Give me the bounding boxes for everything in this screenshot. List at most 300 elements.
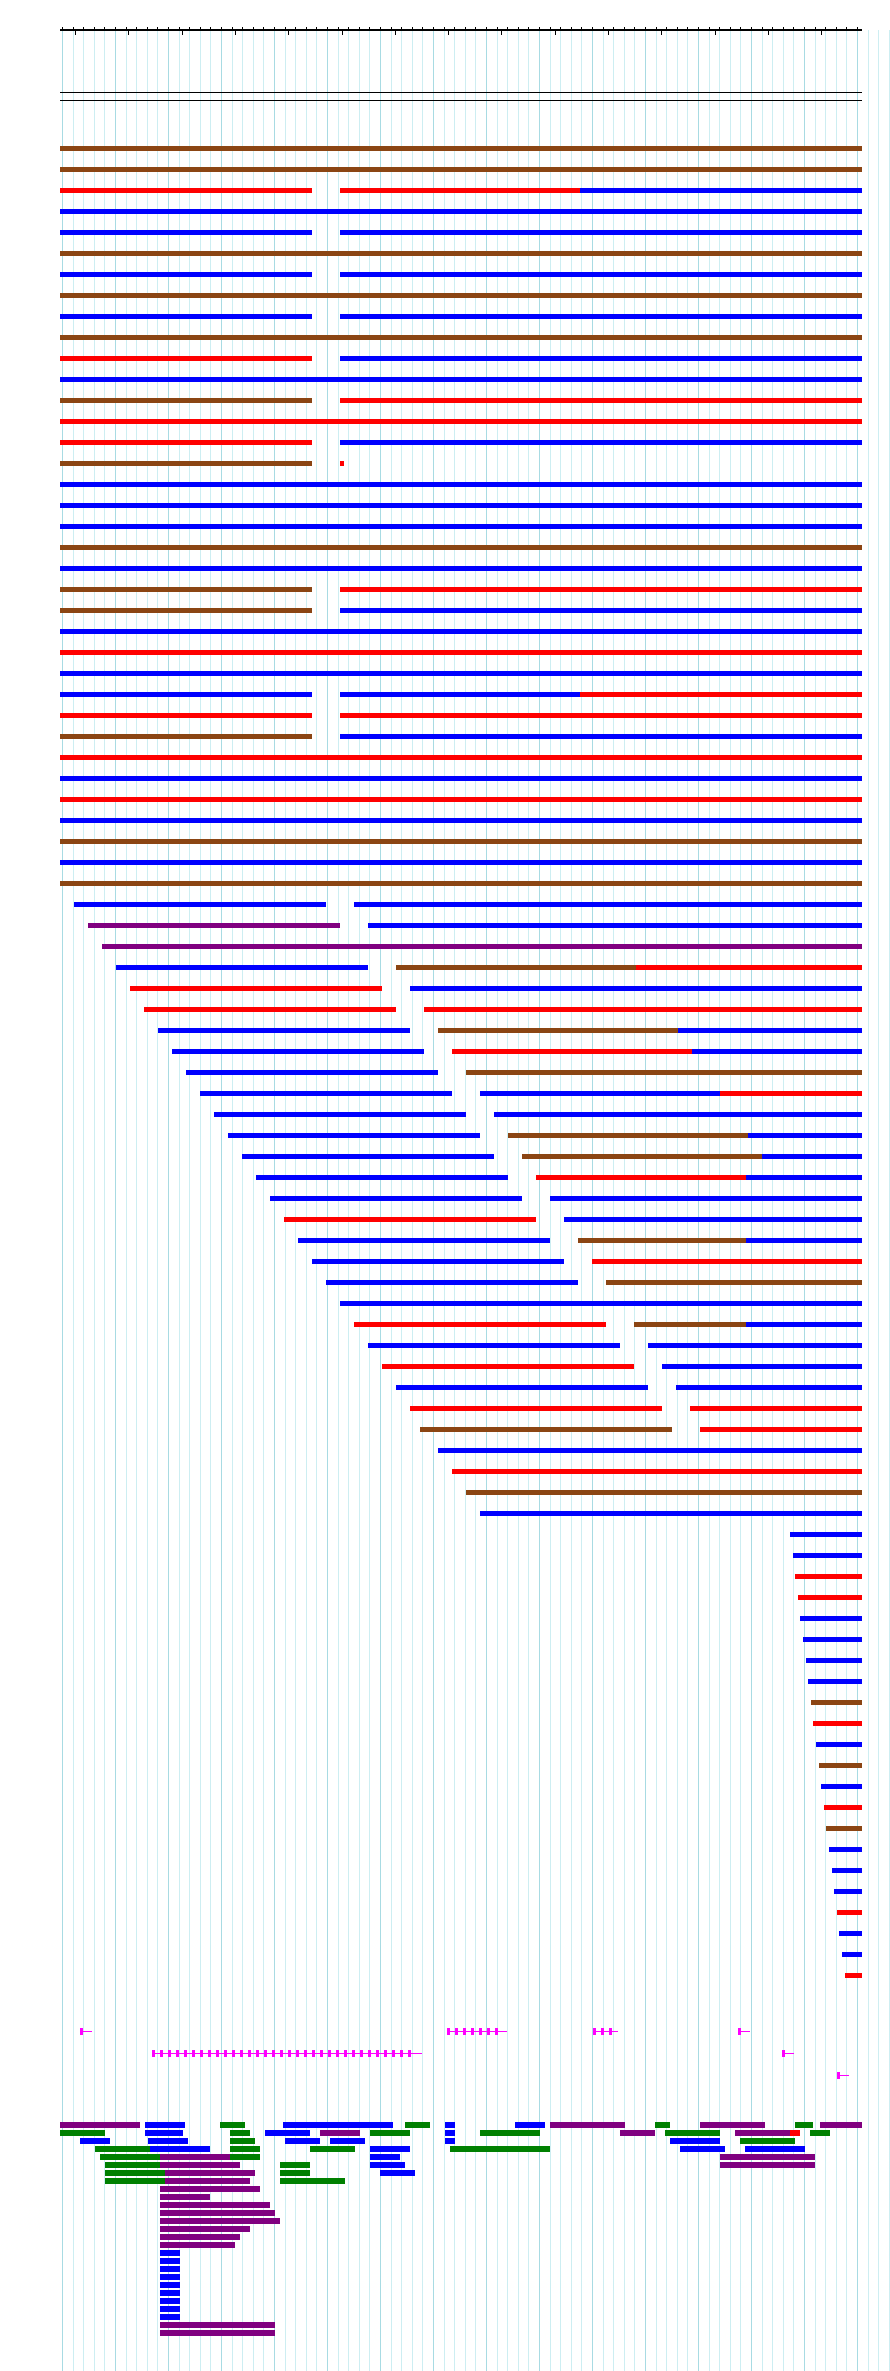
gene-exon: [248, 2050, 251, 2057]
ruler-minor-tick: [677, 27, 678, 30]
sv-bar-gain: [116, 965, 368, 970]
segdup-bar: [820, 2122, 862, 2128]
ruler-tick: [768, 30, 769, 35]
ruler-minor-tick: [465, 27, 466, 30]
segdup-bar: [160, 2314, 180, 2320]
sv-bar-complex: [60, 398, 312, 403]
gene-exon: [593, 2028, 596, 2035]
sv-bar-gain: [821, 1784, 862, 1789]
segdup-bar: [230, 2154, 260, 2160]
ruler-minor-tick: [815, 27, 816, 30]
ruler-minor-tick: [475, 27, 476, 30]
ruler-minor-tick: [348, 27, 349, 30]
segdup-bar: [160, 2194, 210, 2200]
ruler-minor-tick: [645, 27, 646, 30]
gene-exon: [272, 2050, 275, 2057]
sv-bar-loss: [284, 1217, 536, 1222]
ruler-minor-tick: [613, 27, 614, 30]
gene-exon: [376, 2050, 379, 2057]
sv-bar-gain: [340, 230, 862, 235]
sv-bar-gain: [312, 1259, 564, 1264]
ruler-minor-tick: [168, 27, 169, 30]
sv-bar-gain: [340, 440, 862, 445]
sv-bar-gain: [60, 314, 312, 319]
segdup-bar: [450, 2146, 550, 2152]
sv-bar-loss: [144, 1007, 396, 1012]
ruler-minor-tick: [539, 27, 540, 30]
ruler-minor-tick: [200, 27, 201, 30]
segdup-bar: [160, 2154, 240, 2160]
sv-bar-gain: [172, 1049, 424, 1054]
sv-bar-inversion: [102, 944, 862, 949]
ruler-minor-tick: [804, 27, 805, 30]
sv-bar-gain: [816, 1742, 862, 1747]
segdup-bar: [810, 2130, 830, 2136]
gene-exon: [609, 2028, 612, 2035]
ruler-minor-tick: [730, 27, 731, 30]
segdup-bar: [160, 2298, 180, 2304]
gene-exon: [837, 2072, 840, 2079]
segdup-bar: [655, 2122, 670, 2128]
ruler-tick: [608, 30, 609, 35]
sv-bar-gain: [842, 1952, 862, 1957]
ruler-minor-tick: [104, 27, 105, 30]
sv-bar-gain: [340, 1301, 862, 1306]
gene-exon: [208, 2050, 211, 2057]
segdup-bar: [148, 2138, 188, 2144]
sv-bar-gain: [60, 272, 312, 277]
sv-bar-gain: [340, 734, 862, 739]
gene-exon: [240, 2050, 243, 2057]
sv-bar-loss: [720, 1091, 862, 1096]
segdup-bar: [165, 2170, 255, 2176]
gene-exon: [232, 2050, 235, 2057]
ruler-minor-tick: [444, 27, 445, 30]
sv-bar-gain: [186, 1070, 438, 1075]
sv-bar-loss: [636, 965, 862, 970]
gene-exon: [216, 2050, 219, 2057]
sv-bar-gain: [340, 608, 862, 613]
sv-bar-loss: [424, 1007, 862, 1012]
sv-bar-gain: [340, 356, 862, 361]
segdup-bar: [160, 2306, 180, 2312]
gene-exon: [495, 2028, 498, 2035]
segdup-bar: [160, 2234, 240, 2240]
segdup-bar: [160, 2186, 260, 2192]
gene-exon: [392, 2050, 395, 2057]
sv-bar-loss: [354, 1322, 606, 1327]
ruler-tick: [715, 30, 716, 35]
gene-exon: [487, 2028, 490, 2035]
sv-bar-gain: [808, 1679, 862, 1684]
sv-bar-gain: [74, 902, 326, 907]
sv-bar-loss: [845, 1973, 862, 1978]
ruler-tick: [448, 30, 449, 35]
gene-exon: [152, 2050, 155, 2057]
ruler-minor-tick: [306, 27, 307, 30]
segdup-bar: [680, 2146, 725, 2152]
sv-bar-gain: [60, 230, 312, 235]
sv-bar-gain: [676, 1385, 862, 1390]
gene-exon: [344, 2050, 347, 2057]
sv-bar-gain: [60, 377, 862, 382]
sv-bar-complex: [60, 587, 312, 592]
sv-bar-gain: [746, 1196, 862, 1201]
gene-exon: [463, 2028, 466, 2035]
segdup-bar: [515, 2122, 545, 2128]
ruler-minor-tick: [179, 27, 180, 30]
segdup-bar: [740, 2138, 795, 2144]
segdup-bar: [283, 2122, 393, 2128]
sv-bar-loss: [60, 755, 862, 760]
ruler-minor-tick: [401, 27, 402, 30]
ruler-minor-tick: [136, 27, 137, 30]
sv-bar-loss: [60, 713, 312, 718]
sv-bar-gain: [60, 671, 862, 676]
sv-bar-complex: [60, 335, 862, 340]
sv-bar-gain: [839, 1931, 862, 1936]
sv-bar-complex: [60, 734, 312, 739]
sv-bar-gain: [60, 776, 862, 781]
sv-bar-loss: [452, 1469, 862, 1474]
sv-bar-complex: [60, 545, 862, 550]
sv-bar-complex: [60, 881, 862, 886]
ruler-minor-tick: [263, 27, 264, 30]
ruler-minor-tick: [221, 27, 222, 30]
ruler-minor-tick: [189, 27, 190, 30]
ruler-tick: [661, 30, 662, 35]
ruler-minor-tick: [592, 27, 593, 30]
sv-bar-loss: [130, 986, 382, 991]
sv-bar-gain: [580, 188, 862, 193]
ruler-minor-tick: [73, 27, 74, 30]
gene-exon: [280, 2050, 283, 2057]
sv-bar-complex: [826, 1826, 862, 1831]
gene-exon: [288, 2050, 291, 2057]
sv-bar-complex: [819, 1763, 862, 1768]
ruler-minor-tick: [825, 27, 826, 30]
sv-bar-gain: [60, 860, 862, 865]
sv-bar-complex: [60, 293, 862, 298]
ruler-tick: [821, 30, 822, 35]
sv-bar-gain: [806, 1658, 862, 1663]
gene-exon: [184, 2050, 187, 2057]
ruler-minor-tick: [666, 27, 667, 30]
ruler-minor-tick: [719, 27, 720, 30]
sv-bar-loss: [340, 461, 344, 466]
gene-exon: [200, 2050, 203, 2057]
gene-exon: [304, 2050, 307, 2057]
segdup-bar: [160, 2290, 180, 2296]
sv-bar-gain: [746, 1175, 862, 1180]
gene-exon: [256, 2050, 259, 2057]
sv-bar-gain: [480, 1511, 862, 1516]
ruler-minor-tick: [518, 27, 519, 30]
segdup-bar: [370, 2154, 400, 2160]
ruler-minor-tick: [327, 27, 328, 30]
ruler-minor-tick: [359, 27, 360, 30]
ruler-minor-tick: [232, 27, 233, 30]
ruler-minor-tick: [486, 27, 487, 30]
sv-bar-gain: [762, 1154, 862, 1159]
ruler-line: [60, 29, 862, 31]
sv-bar-gain: [494, 1112, 862, 1117]
sv-bar-complex: [606, 1280, 862, 1285]
sv-bar-loss: [795, 1574, 862, 1579]
gene-exon: [384, 2050, 387, 2057]
ruler-minor-tick: [157, 27, 158, 30]
gene-exon: [320, 2050, 323, 2057]
sv-bar-loss: [837, 1910, 862, 1915]
segdup-bar: [160, 2210, 275, 2216]
segdup-bar: [720, 2154, 815, 2160]
segdup-bar: [160, 2250, 180, 2256]
gene-exon: [296, 2050, 299, 2057]
gene-exon: [455, 2028, 458, 2035]
sv-bar-gain: [60, 524, 862, 529]
sv-bar-gain: [746, 1322, 862, 1327]
gene-exon: [192, 2050, 195, 2057]
sv-bar-loss: [690, 1406, 862, 1411]
ruler-minor-tick: [422, 27, 423, 30]
ruler-minor-tick: [836, 27, 837, 30]
gene-exon: [408, 2050, 411, 2057]
sv-bar-gain: [648, 1343, 862, 1348]
segdup-bar: [160, 2242, 235, 2248]
sv-bar-gain: [834, 1889, 862, 1894]
gene-exon: [328, 2050, 331, 2057]
sv-bar-complex: [60, 251, 862, 256]
segdup-bar: [280, 2162, 310, 2168]
segdup-bar: [160, 2202, 270, 2208]
ruler-tick: [288, 30, 289, 35]
sv-bar-gain: [438, 1448, 862, 1453]
segdup-bar: [445, 2130, 455, 2136]
segdup-bar: [160, 2226, 250, 2232]
ruler-minor-tick: [285, 27, 286, 30]
sv-bar-loss: [798, 1595, 862, 1600]
segdup-bar: [370, 2146, 410, 2152]
sv-bar-loss: [340, 398, 862, 403]
ruler-minor-tick: [751, 27, 752, 30]
ruler-tick: [235, 30, 236, 35]
segdup-bar: [60, 2130, 105, 2136]
segdup-bar: [160, 2330, 275, 2336]
sv-bar-gain: [354, 902, 862, 907]
sv-bar-gain: [692, 1049, 862, 1054]
ruler-tick: [128, 30, 129, 35]
sv-bar-loss: [60, 356, 312, 361]
sv-bar-complex: [466, 1070, 862, 1075]
ruler-minor-tick: [274, 27, 275, 30]
segdup-bar: [280, 2178, 345, 2184]
sv-bar-loss: [340, 587, 862, 592]
sv-bar-gain: [396, 1385, 648, 1390]
ruler-minor-tick: [571, 27, 572, 30]
sv-bar-gain: [200, 1091, 452, 1096]
sv-bar-inversion: [88, 923, 340, 928]
segdup-bar: [550, 2122, 625, 2128]
ruler-minor-tick: [857, 27, 858, 30]
ruler-minor-tick: [210, 27, 211, 30]
gene-exon: [360, 2050, 363, 2057]
segdup-bar: [745, 2146, 805, 2152]
segdup-bar: [445, 2138, 455, 2144]
sv-bar-gain: [60, 818, 862, 823]
ruler-minor-tick: [253, 27, 254, 30]
segdup-bar: [380, 2170, 415, 2176]
sv-bar-loss: [382, 1364, 634, 1369]
sv-bar-loss: [789, 1259, 862, 1264]
segdup-bar: [670, 2138, 720, 2144]
sv-bar-gain: [242, 1154, 494, 1159]
segdup-bar: [145, 2130, 183, 2136]
segdup-bar: [280, 2170, 310, 2176]
sv-bar-loss: [410, 1406, 662, 1411]
sv-bar-gain: [60, 566, 862, 571]
sv-bar-gain: [746, 1238, 862, 1243]
ruler-minor-tick: [369, 27, 370, 30]
segdup-bar: [165, 2178, 250, 2184]
gene-exon: [352, 2050, 355, 2057]
ruler-minor-tick: [316, 27, 317, 30]
segdup-bar: [735, 2130, 795, 2136]
segdup-bar: [720, 2162, 815, 2168]
segdup-bar: [145, 2122, 185, 2128]
ruler-minor-tick: [338, 27, 339, 30]
ruler-minor-tick: [94, 27, 95, 30]
sv-bar-gain: [60, 503, 862, 508]
ruler-minor-tick: [709, 27, 710, 30]
sv-bar-complex: [420, 1427, 672, 1432]
sv-bar-gain: [60, 209, 862, 214]
sv-bar-complex: [60, 839, 862, 844]
sv-bar-gain: [60, 692, 312, 697]
sv-bar-gain: [368, 1343, 620, 1348]
segdup-bar: [160, 2282, 180, 2288]
gene-model: [593, 2031, 618, 2032]
ruler-minor-tick: [380, 27, 381, 30]
gene-exon: [400, 2050, 403, 2057]
sv-bar-gain: [832, 1868, 862, 1873]
sv-bar-loss: [60, 419, 862, 424]
sv-bar-gain: [790, 1364, 862, 1369]
segdup-bar: [285, 2138, 320, 2144]
sv-bar-gain: [800, 1616, 862, 1621]
ruler-tick: [395, 30, 396, 35]
segdup-bar: [700, 2122, 765, 2128]
segdup-bar: [160, 2322, 275, 2328]
ruler-minor-tick: [550, 27, 551, 30]
ruler-minor-tick: [740, 27, 741, 30]
sv-bar-gain: [564, 1217, 862, 1222]
gene-exon: [368, 2050, 371, 2057]
segdup-bar: [230, 2146, 260, 2152]
gene-exon: [601, 2028, 604, 2035]
sv-bar-gain: [158, 1028, 410, 1033]
sv-bar-gain: [298, 1238, 550, 1243]
ruler-minor-tick: [560, 27, 561, 30]
ruler-minor-tick: [391, 27, 392, 30]
segdup-bar: [480, 2130, 540, 2136]
sv-bar-gain: [228, 1133, 480, 1138]
sv-bar-loss: [60, 188, 312, 193]
sv-bar-loss: [60, 440, 312, 445]
ruler-tick: [342, 30, 343, 35]
segdup-bar: [620, 2130, 655, 2136]
segdup-bar: [795, 2122, 813, 2128]
sv-bar-gain: [790, 1532, 862, 1537]
segdup-bar: [405, 2122, 430, 2128]
sv-bar-loss: [824, 1805, 862, 1810]
segdup-bar: [160, 2258, 180, 2264]
sv-bar-gain: [340, 314, 862, 319]
segdup-bar: [230, 2138, 255, 2144]
ruler-minor-tick: [846, 27, 847, 30]
gene-exon: [160, 2050, 163, 2057]
gene-exon: [176, 2050, 179, 2057]
sv-bar-gain: [214, 1112, 466, 1117]
sv-bar-complex: [60, 608, 312, 613]
ruler-minor-tick: [528, 27, 529, 30]
ruler-tick: [182, 30, 183, 35]
sv-bar-loss: [700, 1427, 862, 1432]
segdup-bar: [230, 2130, 250, 2136]
sv-bar-loss: [60, 650, 862, 655]
gene-exon: [479, 2028, 482, 2035]
sv-bar-complex: [60, 146, 862, 151]
sv-bar-gain: [326, 1280, 578, 1285]
segdup-bar: [160, 2274, 180, 2280]
ruler-minor-tick: [772, 27, 773, 30]
segdup-bar: [665, 2130, 720, 2136]
cytoband-line-top: [60, 92, 862, 93]
sv-bar-gain: [803, 1637, 862, 1642]
segdup-bar: [160, 2162, 240, 2168]
sv-bar-gain: [60, 482, 862, 487]
segdup-bar: [445, 2122, 455, 2128]
segdup-bar: [330, 2138, 365, 2144]
segdup-bar: [370, 2130, 410, 2136]
gene-exon: [80, 2028, 83, 2035]
sv-bar-gain: [748, 1133, 862, 1138]
ruler-minor-tick: [507, 27, 508, 30]
segdup-bar: [150, 2146, 210, 2152]
segdup-bar: [310, 2146, 355, 2152]
gene-exon: [312, 2050, 315, 2057]
sv-bar-gain: [270, 1196, 522, 1201]
sv-bar-loss: [580, 692, 862, 697]
ruler-minor-tick: [433, 27, 434, 30]
sv-bar-gain: [829, 1847, 862, 1852]
gene-exon: [264, 2050, 267, 2057]
segdup-bar: [80, 2138, 110, 2144]
ruler-minor-tick: [687, 27, 688, 30]
gene-exon: [447, 2028, 450, 2035]
ruler-minor-tick: [242, 27, 243, 30]
sv-bar-gain: [793, 1553, 862, 1558]
segdup-bar: [320, 2130, 360, 2136]
sv-bar-gain: [340, 272, 862, 277]
gene-exon: [782, 2050, 785, 2057]
ruler-tick: [555, 30, 556, 35]
ruler-tick: [75, 30, 76, 35]
ruler-minor-tick: [656, 27, 657, 30]
sv-bar-gain: [256, 1175, 508, 1180]
ruler-minor-tick: [412, 27, 413, 30]
ruler-minor-tick: [83, 27, 84, 30]
ruler-minor-tick: [762, 27, 763, 30]
